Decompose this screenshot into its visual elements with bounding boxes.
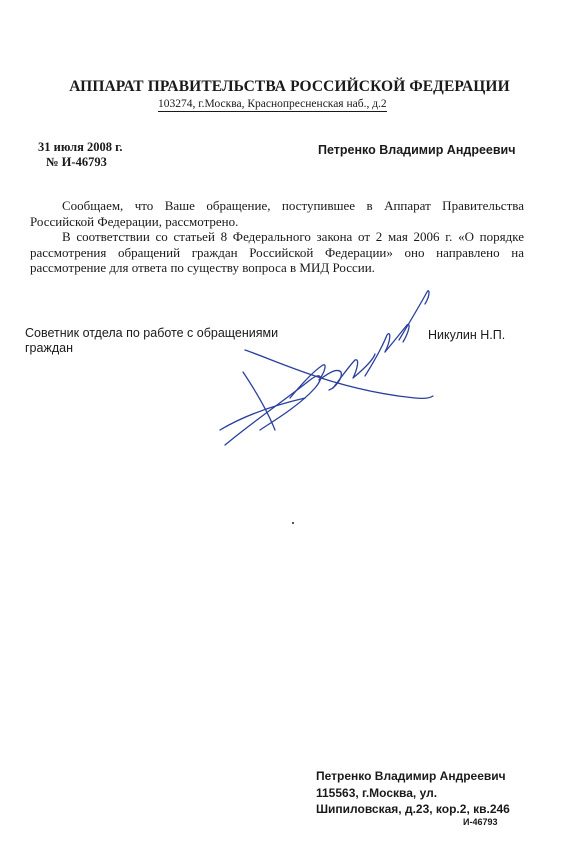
letter-body — [30, 198, 524, 276]
letter-date: 31 июля 2008 г. — [38, 140, 123, 154]
mailing-reference: И-46793 — [463, 817, 498, 827]
handwritten-signature — [215, 280, 445, 455]
mailing-address — [316, 768, 510, 818]
paper-speck — [292, 522, 294, 524]
organization-address: 103274, г.Москва, Краснопресненская наб., д.2 — [158, 98, 387, 110]
letter-number: № И-46793 — [46, 155, 107, 169]
mailing-name: Петренко Владимир Андреевич — [316, 769, 506, 783]
recipient-name: Петренко Владимир Андреевич — [318, 143, 516, 157]
organization-title: АППАРАТ ПРАВИТЕЛЬСТВА РОССИЙСКОЙ ФЕДЕРАЦИИ — [69, 78, 510, 95]
body-paragraph-1: Сообщаем, что Ваше обращение, поступившее в Аппарат Правительства Российской Федерации, рассмотрено. — [30, 198, 524, 229]
signer-position: Советник отдела по работе с обращениями граждан — [25, 326, 279, 355]
body-paragraph-2: В соответствии со статьей 8 Федерального закона от 2 мая 2006 г. «О порядке рассмотрения обращений граждан Российской Федерации» оно направлено на рассмотрение для ответа по существу вопроса в МИД России. — [30, 229, 524, 275]
signer-name: Никулин Н.П. — [428, 328, 506, 342]
mailing-line-2: Шипиловская, д.23, кор.2, кв.246 — [316, 802, 510, 816]
mailing-line-1: 115563, г.Москва, ул. — [316, 785, 438, 800]
